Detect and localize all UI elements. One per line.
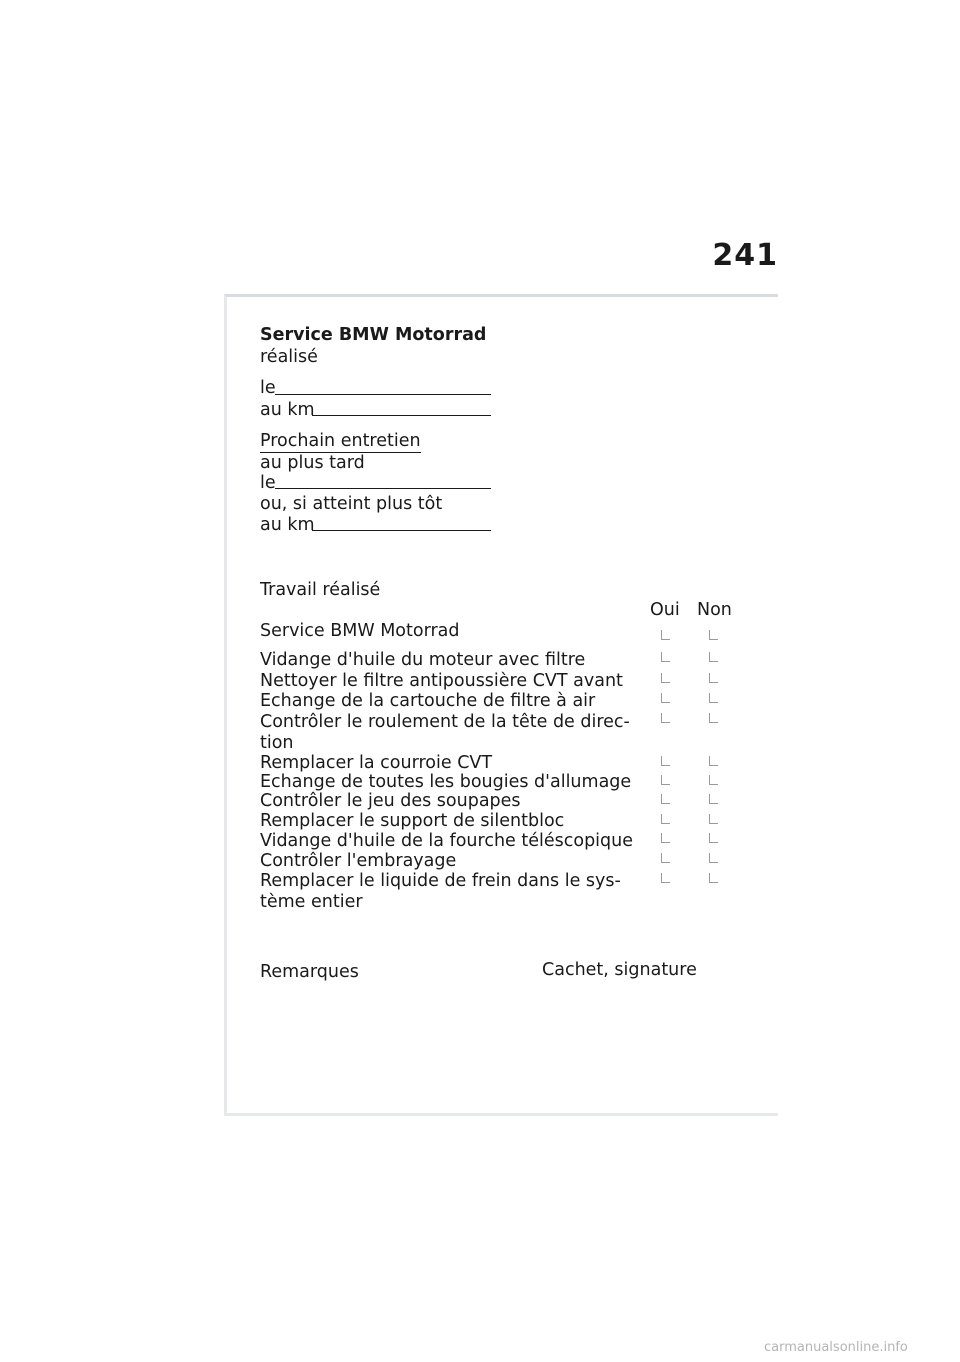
next-service-or-label: ou, si atteint plus tôt [260,494,443,514]
service-km-field[interactable] [312,415,491,416]
next-service-heading-text: Prochain entretien [260,431,421,451]
checkbox-yes[interactable] [661,873,670,883]
checkbox-no[interactable] [709,673,718,683]
service-km-label: au km [260,400,315,420]
checkbox-no[interactable] [709,833,718,843]
work-item: Contrôler le roulement de la tête de direc- [260,712,630,732]
checkbox-yes[interactable] [661,756,670,766]
next-service-heading [260,431,421,451]
work-item: Contrôler l'embrayage [260,851,457,871]
work-item: tion [260,733,294,753]
watermark: carmanualsonline.info [764,1340,908,1355]
work-item: Vidange d'huile de la fourche téléscopique [260,831,634,851]
checkbox-no[interactable] [709,756,718,766]
work-item: Echange de la cartouche de filtre à air [260,691,596,711]
service-title: Service BMW Motorrad [260,325,487,345]
next-service-date-label: le [260,473,276,493]
next-service-km-label: au km [260,515,315,535]
checkbox-yes[interactable] [661,814,670,824]
checkbox-yes[interactable] [661,775,670,785]
service-date-label: le [260,378,276,398]
checkbox-no[interactable] [709,713,718,723]
remarks-label: Remarques [260,962,359,982]
checkbox-yes[interactable] [661,673,670,683]
checkbox-yes[interactable] [661,853,670,863]
checkbox-no[interactable] [709,693,718,703]
checkbox-no[interactable] [709,873,718,883]
checkbox-yes[interactable] [661,630,670,640]
work-item: Nettoyer le filtre antipoussière CVT avant [260,671,623,691]
checkbox-yes[interactable] [661,693,670,703]
next-service-date-field[interactable] [275,488,491,489]
work-item: Remplacer le liquide de frein dans le sys- [260,871,621,891]
checkbox-yes[interactable] [661,833,670,843]
work-item: tème entier [260,892,363,912]
service-date-field[interactable] [275,394,491,395]
checkbox-yes[interactable] [661,713,670,723]
checkbox-no[interactable] [709,630,718,640]
column-no-label: Non [697,600,732,620]
stamp-signature-label: Cachet, signature [542,960,697,980]
checkbox-no[interactable] [709,652,718,662]
work-item: Echange de toutes les bougies d'allumage [260,772,632,792]
next-service-km-field[interactable] [312,530,491,531]
work-item: Remplacer la courroie CVT [260,753,493,773]
work-item: Vidange d'huile du moteur avec filtre [260,650,586,670]
checkbox-no[interactable] [709,775,718,785]
checkbox-no[interactable] [709,853,718,863]
checkbox-no[interactable] [709,794,718,804]
checkbox-yes[interactable] [661,794,670,804]
service-done-label: réalisé [260,347,318,367]
column-yes-label: Oui [650,600,680,620]
page-number: 241 [712,238,778,273]
work-item: Service BMW Motorrad [260,621,460,641]
next-service-latest-label: au plus tard [260,453,365,473]
work-item: Remplacer le support de silentbloc [260,811,565,831]
work-heading: Travail réalisé [260,580,381,600]
work-item: Contrôler le jeu des soupapes [260,791,521,811]
checkbox-yes[interactable] [661,652,670,662]
checkbox-no[interactable] [709,814,718,824]
